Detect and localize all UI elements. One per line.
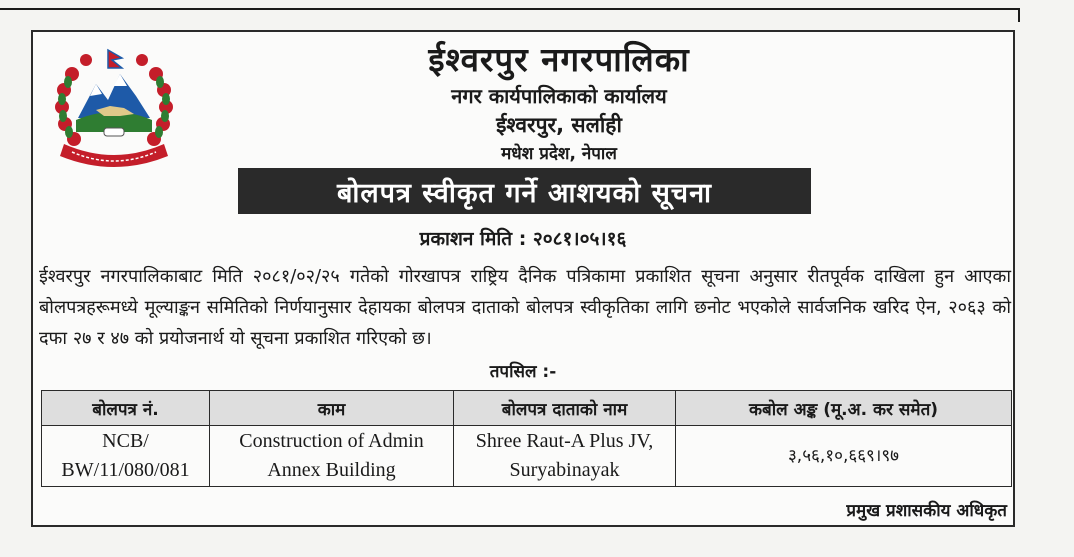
cell-bidder <box>454 426 676 487</box>
col-header-bidder: बोलपत्र दाताको नाम <box>454 391 676 426</box>
notice-frame <box>31 30 1015 527</box>
org-name: ईश्वरपुर नगरपालिका <box>428 40 690 79</box>
cell-work <box>210 426 454 487</box>
bidder-line: Suryabinayak <box>509 459 620 481</box>
office-name: नगर कार्यपालिकाको कार्यालय <box>451 84 667 108</box>
bidder-line: Shree Raut-A Plus JV, <box>475 430 654 452</box>
publication-date: प्रकाशन मिति : २०८१।०५।१६ <box>419 228 627 250</box>
bid-table <box>41 390 1012 487</box>
page-corner-border <box>1018 8 1020 22</box>
cell-amount: ३,५६,१०,६६९।९७ <box>676 426 1012 487</box>
col-header-bid-no: बोलपत्र नं. <box>42 391 210 426</box>
details-heading: तपसिल :- <box>489 362 557 382</box>
page-top-border <box>0 8 1020 10</box>
table-row <box>42 426 1012 487</box>
office-location: ईश्वरपुर, सर्लाही <box>496 113 622 137</box>
table-header-row <box>42 391 1012 426</box>
notice-title: बोलपत्र स्वीकृत गर्ने आशयको सूचना <box>238 168 811 214</box>
cell-bid-no <box>42 426 210 487</box>
work-line: Annex Building <box>267 459 396 481</box>
col-header-amount: कबोल अङ्क (मू.अ. कर समेत) <box>676 391 1012 426</box>
bid-no-line: NCB/ <box>102 430 149 452</box>
work-line: Construction of Admin <box>239 430 424 452</box>
notice-body: ईश्वरपुर नगरपालिकाबाट मिति २०८१/०२/२५ गतेको गोरखापत्र राष्ट्रिय दैनिक पत्रिकामा प्रकाशित सूचना अनुसार रीतपूर्वक दाखिला हुन आएका बोलपत्रहरूमध्ये मूल्याङ्कन समितिको निर्णयानुसार देहायका बोलपत्र दाताको बोलपत्र स्वीकृतिका लागि छनोट भएकोले सार्वजनिक खरिद ऐन, २०६३ को दफा २७ र ४७ को प्रयोजनार्थ यो सूचना प्रकाशित गरिएको छ। <box>39 266 1011 349</box>
col-header-work: काम <box>210 391 454 426</box>
signatory-title: प्रमुख प्रशासकीय अधिकृत <box>846 501 1007 521</box>
bid-no-line: BW/11/080/081 <box>61 459 190 481</box>
province-country: मधेश प्रदेश, नेपाल <box>501 144 617 164</box>
